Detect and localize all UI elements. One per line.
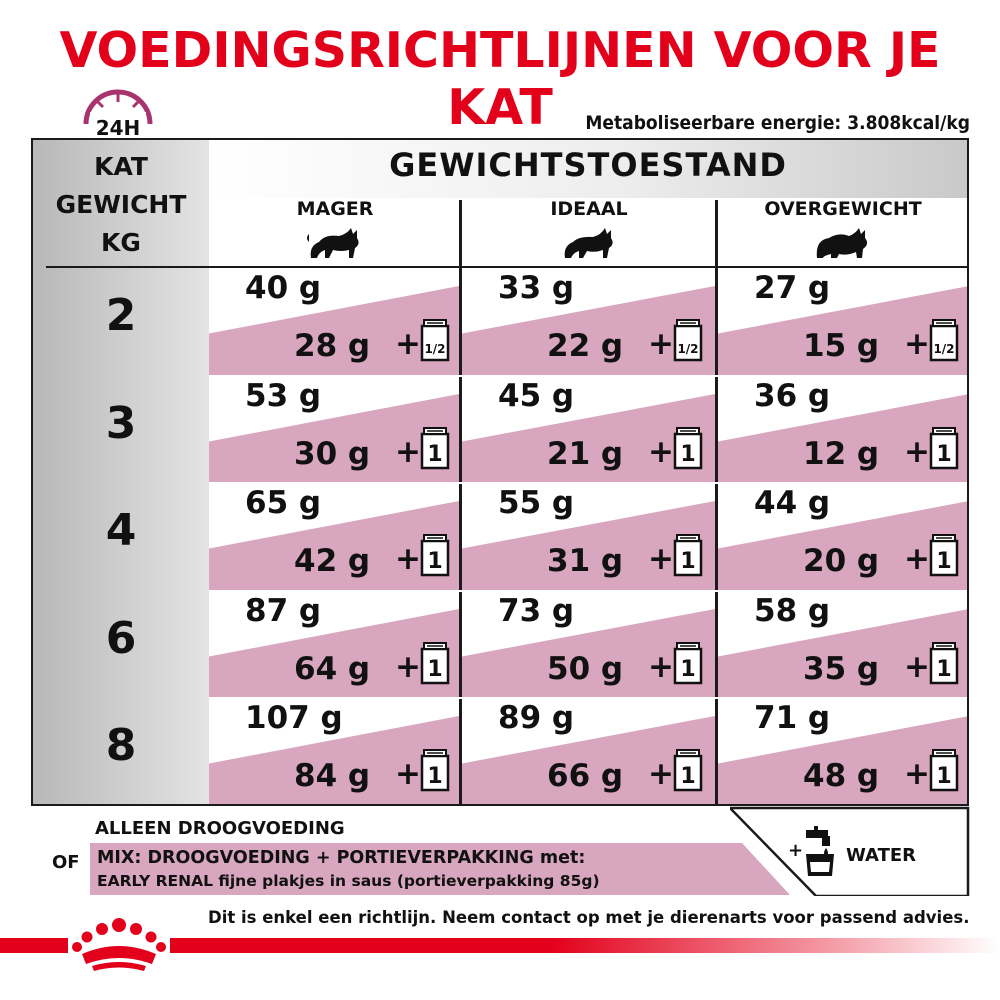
pouch-icon (672, 318, 704, 362)
plus-sign: + (904, 326, 930, 362)
mix-dry-amount: 48 g (803, 758, 880, 794)
mix-dry-amount: 22 g (547, 328, 624, 364)
pouch-count: 1 (936, 656, 952, 682)
table-row (33, 483, 967, 591)
mix-dry-amount: 20 g (803, 543, 880, 579)
pouch-count: 1 (427, 764, 443, 789)
table-row (33, 591, 967, 699)
plus-sign: + (648, 541, 674, 577)
feeding-cell (718, 268, 969, 376)
dry-only-amount: 107 g (245, 700, 343, 736)
feeding-cell (209, 591, 459, 699)
pouch-icon (419, 318, 451, 362)
dry-only-amount: 33 g (498, 270, 575, 306)
dry-only-amount: 40 g (245, 270, 322, 306)
pouch-icon (672, 641, 704, 685)
pouch-count: 1 (936, 549, 952, 574)
dry-only-amount: 87 g (245, 592, 322, 629)
pouch-count: 1 (427, 549, 443, 574)
pouch-icon (928, 426, 960, 470)
legend-mix-line1: MIX: DROOGVOEDING + PORTIEVERPAKKING met: (97, 848, 586, 868)
dry-only-amount: 65 g (245, 485, 322, 521)
plus-sign: + (904, 756, 930, 792)
pouch-icon (672, 426, 704, 470)
cat-icon (813, 224, 873, 260)
legend-mix-line2: EARLY RENAL fijne plakjes in saus (portieverpakking 85g) (97, 872, 600, 890)
dry-only-amount: 58 g (754, 592, 831, 629)
cat-icon (559, 224, 619, 260)
weight-header-line: GEWICHT (55, 190, 187, 219)
mix-dry-amount: 15 g (803, 328, 880, 364)
pouch-count: 1 (427, 656, 443, 682)
pouch-count: 1 (680, 441, 696, 467)
dry-only-amount: 73 g (498, 592, 575, 629)
clock-label: 24H (95, 116, 141, 140)
feeding-cell (718, 483, 969, 591)
pouch-icon (672, 533, 704, 577)
feeding-cell (718, 376, 969, 484)
plus-sign: + (648, 648, 674, 685)
mix-dry-amount: 64 g (294, 650, 371, 687)
disclaimer: Dit is enkel een richtlijn. Neem contact op met je dierenarts voor passend advies. (208, 908, 970, 927)
pouch-count: 1/2 (933, 342, 955, 356)
mix-dry-amount: 12 g (803, 435, 880, 472)
plus-sign: + (395, 648, 421, 685)
page-title: VOEDINGSRICHTLIJNEN VOOR JE KAT (59, 22, 941, 136)
table-header-title: GEWICHTSTOESTAND (389, 146, 787, 184)
weight-header-line: KAT (94, 152, 148, 181)
pouch-icon (928, 641, 960, 685)
table-row (33, 268, 967, 376)
pouch-count: 1 (680, 549, 696, 574)
pouch-icon (419, 533, 451, 577)
pouch-icon (419, 748, 451, 792)
mix-dry-amount: 66 g (547, 758, 624, 794)
feeding-cell (462, 698, 715, 806)
pouch-count: 1 (427, 441, 443, 467)
mix-dry-amount: 28 g (294, 328, 371, 364)
pouch-icon (928, 533, 960, 577)
pouch-count: 1 (936, 441, 952, 467)
clock-icon (78, 84, 158, 142)
dry-only-amount: 45 g (498, 377, 575, 414)
pouch-icon (672, 748, 704, 792)
mix-dry-amount: 42 g (294, 543, 371, 579)
column-label: IDEAAL (550, 198, 628, 220)
feeding-cell (718, 698, 969, 806)
column-header-mager (209, 198, 461, 266)
feeding-cell (209, 483, 459, 591)
feeding-cell (209, 698, 459, 806)
mix-dry-amount: 30 g (294, 435, 371, 472)
cat-weight-value: 6 (105, 612, 137, 664)
dry-only-amount: 71 g (754, 700, 831, 736)
energy-label: Metaboliseerbare energie: 3.808kcal/kg (585, 112, 970, 134)
feeding-cell (718, 591, 969, 699)
cat-weight-value: 8 (105, 720, 137, 771)
table-row (33, 698, 967, 806)
pouch-count: 1/2 (424, 342, 446, 356)
table-row (33, 376, 967, 484)
plus-sign: + (395, 756, 421, 792)
feeding-cell (462, 268, 715, 376)
plus-sign: + (395, 541, 421, 577)
feeding-cell (209, 268, 459, 376)
dry-only-amount: 44 g (754, 485, 831, 521)
pouch-icon (928, 318, 960, 362)
pouch-icon (419, 641, 451, 685)
cat-weight-value: 4 (105, 505, 137, 556)
cat-weight-value: 2 (105, 290, 137, 341)
legend-dry-only: ALLEEN DROOGVOEDING (95, 818, 345, 839)
plus-sign: + (904, 541, 930, 577)
dry-only-amount: 27 g (754, 270, 831, 306)
dry-only-amount: 89 g (498, 700, 575, 736)
plus-sign: + (648, 326, 674, 362)
pouch-count: 1 (680, 764, 696, 789)
feeding-cell (462, 483, 715, 591)
plus-sign: + (904, 433, 930, 470)
feeding-cell (462, 376, 715, 484)
mix-dry-amount: 31 g (547, 543, 624, 579)
pouch-icon (419, 426, 451, 470)
water-plus: + (788, 840, 804, 861)
dry-only-amount: 36 g (754, 377, 831, 414)
pouch-count: 1 (680, 656, 696, 682)
pouch-count: 1/2 (677, 342, 699, 356)
mix-dry-amount: 21 g (547, 435, 624, 472)
feeding-cell (209, 376, 459, 484)
pouch-icon (928, 748, 960, 792)
dry-only-amount: 53 g (245, 377, 322, 414)
mix-dry-amount: 84 g (294, 758, 371, 794)
pouch-count: 1 (936, 764, 952, 789)
dry-only-amount: 55 g (498, 485, 575, 521)
cat-weight-value: 3 (105, 397, 137, 449)
column-label: MAGER (296, 198, 374, 220)
plus-sign: + (648, 433, 674, 470)
column-header-ideaal (461, 198, 717, 266)
legend-or: OF (52, 852, 80, 873)
weight-header-line: KG (101, 228, 141, 257)
column-header-overgewicht (717, 198, 969, 266)
crown-logo (68, 916, 170, 972)
mix-dry-amount: 50 g (547, 650, 624, 687)
mix-dry-amount: 35 g (803, 650, 880, 687)
cat-icon (305, 224, 365, 260)
feeding-table (31, 138, 969, 806)
plus-sign: + (648, 756, 674, 792)
water-label: WATER (846, 845, 917, 866)
water-tap-icon (802, 826, 838, 878)
plus-sign: + (904, 648, 930, 685)
feeding-cell (462, 591, 715, 699)
column-label: OVERGEWICHT (764, 198, 922, 220)
plus-sign: + (395, 326, 421, 362)
plus-sign: + (395, 433, 421, 470)
weight-column-header (33, 148, 209, 262)
